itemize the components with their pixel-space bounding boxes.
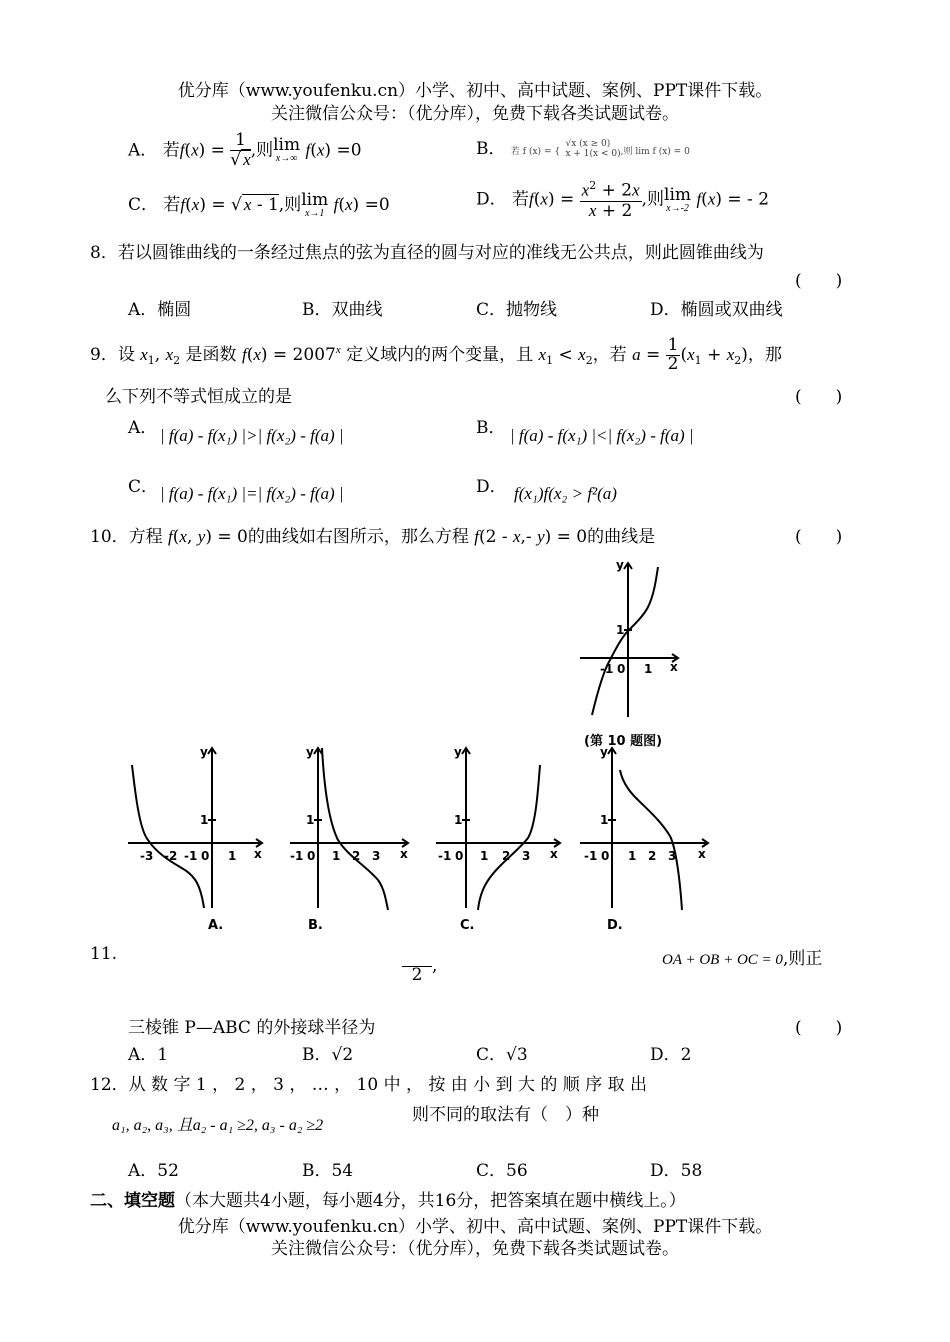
svg-text:1: 1 xyxy=(228,849,237,863)
svg-text:1: 1 xyxy=(454,813,463,827)
q12-condition: a₁, a₂, a₃, 且a₂ - a₁ ≥2, a₃ - a₂ ≥2 xyxy=(112,1117,324,1134)
svg-text:2: 2 xyxy=(502,849,511,863)
q8-option-c: C．抛物线 xyxy=(476,300,558,320)
svg-text:1: 1 xyxy=(628,849,637,863)
footer-line-2: 关注微信公众号：（优分库），免费下载各类试题试卷。 xyxy=(271,1239,679,1259)
q9-option-b-expr: | f(a) - f(x₁) |<| f(x₂) - f(a) | xyxy=(510,426,694,445)
svg-text:-1: -1 xyxy=(584,849,598,863)
svg-text:x: x xyxy=(698,847,706,861)
main-tick-1y: 1 xyxy=(616,623,625,637)
q11-option-a: A．1 xyxy=(128,1045,169,1065)
q8-option-b: B．双曲线 xyxy=(302,300,383,320)
q10-graph-d xyxy=(576,740,716,915)
svg-text:3: 3 xyxy=(372,849,381,863)
q9-option-d-expr: f(x₁)f(x₂ > f²(a) xyxy=(514,484,617,503)
q10-caption-b: B. xyxy=(308,918,323,933)
svg-text:-1: -1 xyxy=(438,849,452,863)
svg-text:y: y xyxy=(600,745,608,759)
q11-option-c: C．√3 xyxy=(476,1045,528,1065)
header-line-1: 优分库（www.youfenku.cn）小学、初中、高中试题、案例、PPT课件下载。 xyxy=(177,81,773,101)
svg-text:-2: -2 xyxy=(164,849,178,863)
q10-caption-a: A. xyxy=(208,918,224,933)
svg-text:1: 1 xyxy=(480,849,489,863)
q10-graph-b xyxy=(286,740,416,915)
q7-option-b: B． 若 f (x) = { √x (x ≥ 0) x + 1(x < 0) ,则 lim f (x) = 0 xyxy=(476,139,690,159)
q9-option-d-label: D． xyxy=(476,477,507,497)
q12-tail: 则不同的取法有（ ）种 xyxy=(412,1105,599,1125)
q10-graph-c xyxy=(432,740,567,915)
svg-text:0: 0 xyxy=(201,849,210,863)
svg-text:1: 1 xyxy=(306,813,315,827)
q9-paren: ( ) xyxy=(795,387,843,407)
q11-stem-line-2: 三棱锥 P—ABC 的外接球半径为 xyxy=(128,1018,376,1038)
q11-fraction: 2 , xyxy=(402,948,437,985)
q7-option-c: C． 若f(x) = √ x - 1,则 lim x→1 f(x) =0 xyxy=(128,190,390,219)
svg-text:3: 3 xyxy=(668,849,677,863)
q12-option-b: B．54 xyxy=(302,1161,354,1181)
main-tick-0: 0 xyxy=(617,662,626,676)
q9-stem-line-2: 么下列不等式恒成立的是 xyxy=(105,387,292,407)
svg-text:-1: -1 xyxy=(290,849,304,863)
main-x-label: x xyxy=(670,660,678,674)
q10-graph-a xyxy=(124,740,269,915)
svg-text:0: 0 xyxy=(455,849,464,863)
section-2-heading: 二、填空题（本大题共4小题，每小题4分，共16分，把答案填在题中横线上。） xyxy=(90,1191,686,1211)
svg-text:1: 1 xyxy=(200,813,209,827)
q10-main-graph xyxy=(570,555,690,725)
svg-text:x: x xyxy=(550,847,558,861)
q10-figure-caption: (第 10 题图) xyxy=(584,734,663,749)
q8-option-a: A．椭圆 xyxy=(128,300,192,320)
q11-option-d: D．2 xyxy=(650,1045,692,1065)
q8-stem: 8．若以圆锥曲线的一条经过焦点的弦为直径的圆与对应的准线无公共点，则此圆锥曲线为 xyxy=(90,243,764,263)
q9-option-b-label: B． xyxy=(476,418,506,438)
q11-option-b: B．√2 xyxy=(302,1045,354,1065)
main-tick-1x: 1 xyxy=(644,662,653,676)
q11-paren: ( ) xyxy=(795,1018,843,1038)
q10-stem: 10．方程 f(x, y) = 0的曲线如右图所示，那么方程 f(2 - x,- y) = 0的曲线是 xyxy=(90,527,656,547)
svg-text:x: x xyxy=(254,847,262,861)
svg-text:1: 1 xyxy=(332,849,341,863)
svg-text:y: y xyxy=(306,745,314,759)
main-tick-neg1: -1 xyxy=(600,662,614,676)
svg-text:-3: -3 xyxy=(140,849,154,863)
q10-caption-d: D. xyxy=(607,918,623,933)
q7-option-d: D． 若f(x) = $\frac{x^2 + 2x}{x + 2}$ ,则 lim x→-2 f(x) = - 2 xyxy=(476,179,770,221)
svg-text:3: 3 xyxy=(522,849,531,863)
q12-stem: 12．从 数 字 1 ， 2 ， 3 ， … ， 10 中 ， 按 由 小 到 大 的 顺 序 取 出 xyxy=(90,1075,648,1095)
q7-option-a: A． 若f(x) = $\frac{1}{√ x}$ ,则 lim x→∞ f(x) =0 xyxy=(128,130,362,170)
main-y-label: y xyxy=(616,558,624,572)
q11-number: 11. xyxy=(90,944,118,964)
q12-option-c: C．56 xyxy=(476,1161,528,1181)
q8-paren: ( ) xyxy=(795,271,843,291)
q9-option-a-expr: | f(a) - f(x₁) |>| f(x₂) - f(a) | xyxy=(160,426,344,445)
footer-line-1: 优分库（www.youfenku.cn）小学、初中、高中试题、案例、PPT课件下载。 xyxy=(177,1217,773,1237)
q9-stem: 9．设 $x_1$, $x_2$ 是函数 $f(x) = 2007^x$ 定义域内的两个变量，且 $x_1 < x_2$，若 a = $\frac{1}{2}$ $(x_1 + x_2)$，那 xyxy=(90,335,782,374)
q10-paren: ( ) xyxy=(795,527,843,547)
svg-text:y: y xyxy=(200,745,208,759)
svg-text:y: y xyxy=(454,745,462,759)
svg-text:2: 2 xyxy=(352,849,361,863)
q8-option-d: D．椭圆或双曲线 xyxy=(650,300,783,320)
q11-vector-eq: OA + OB + OC = 0,则正 xyxy=(662,949,823,969)
q12-option-d: D．58 xyxy=(650,1161,703,1181)
q10-caption-c: C. xyxy=(460,918,475,933)
q12-option-a: A．52 xyxy=(128,1161,179,1181)
header-line-2: 关注微信公众号：（优分库），免费下载各类试题试卷。 xyxy=(271,104,679,124)
q9-option-c-expr: | f(a) - f(x₁) |=| f(x₂) - f(a) | xyxy=(160,484,344,503)
svg-text:-1: -1 xyxy=(184,849,198,863)
svg-text:0: 0 xyxy=(601,849,610,863)
svg-text:x: x xyxy=(400,847,408,861)
q9-option-a-label: A． xyxy=(128,418,158,438)
svg-text:1: 1 xyxy=(600,813,609,827)
svg-text:2: 2 xyxy=(648,849,657,863)
q9-option-c-label: C． xyxy=(128,477,159,497)
svg-text:0: 0 xyxy=(307,849,316,863)
